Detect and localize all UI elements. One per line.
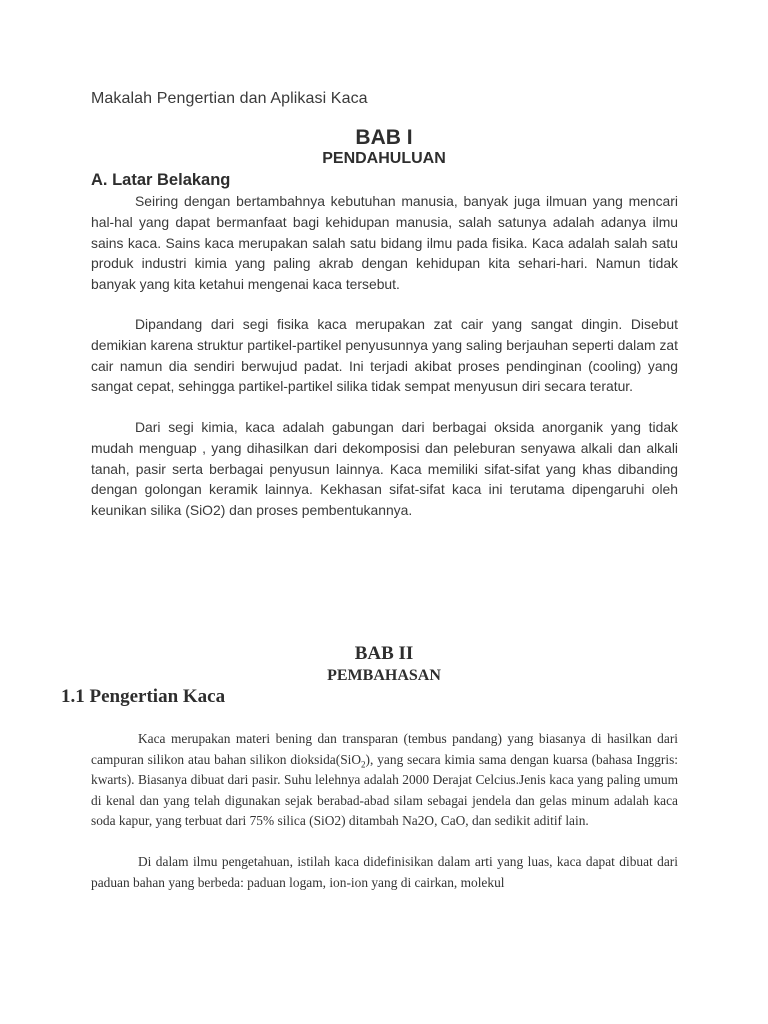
section-latar-belakang-heading: A. Latar Belakang [91, 171, 231, 189]
paragraph-2: Dipandang dari segi fisika kaca merupakan zat cair yang sangat dingin. Disebut demikian karena struktur partikel-partikel penyusunnya yang saling berjauhan seperti dalam zat cair namun dia sendiri berwujud padat. Ini terjadi akibat proses pendinginan (cooling) yang sangat cepat, sehingga partikel-partikel silika tidak sempat menyusun diri secara teratur. [91, 316, 678, 395]
chapter-2-subtitle: PEMBAHASAN [327, 667, 441, 684]
chapter-1-subtitle: PENDAHULUAN [322, 150, 446, 167]
chapter-2-heading: BAB II [354, 643, 414, 664]
chapter-1-heading: BAB I [355, 126, 413, 149]
formula-subscript: 2 [361, 759, 366, 770]
section-pengertian-kaca-heading: 1.1 Pengertian Kaca [61, 686, 226, 707]
document-title: Makalah Pengertian dan Aplikasi Kaca [91, 90, 368, 107]
paragraph-4-part-1: Kaca merupakan materi bening dan transparan (tembus pandang) yang biasanya di hasilkan dari campuran silikon atau bahan silikon dioksida(SiO [91, 731, 678, 767]
paragraph-5: Di dalam ilmu pengetahuan, istilah kaca didefinisikan dalam arti yang luas, kaca dapat dibuat dari paduan bahan yang berbeda: paduan logam, ion-ion yang di cairkan, molekul [91, 854, 678, 890]
paragraph-4 [91, 729, 678, 832]
paragraph-4-part-2: ), yang secara kimia sama dengan kuarsa (bahasa Inggris: kwarts). Biasanya dibuat dari pasir. Suhu lelehnya adalah 2000 Derajat Celcius.Jenis kaca yang paling umum di kenal dan yang telah digunakan sejak berabad-abad silam sebagai jendela dan gelas minum adalah kaca soda kapur, yang terbuat dari 75% silica (SiO2) ditambah Na2O, CaO, dan sedikit aditif lain. [91, 751, 679, 828]
paragraph-1: Seiring dengan bertambahnya kebutuhan manusia, banyak juga ilmuan yang mencari hal-hal yang dapat bermanfaat bagi kehidupan manusia, salah satunya adalah adanya ilmu sains kaca. Sains kaca merupakan salah satu bidang ilmu pada fisika. Kaca adalah salah satu produk industri kimia yang paling akrab dengan kehidupan kita sehari-hari. Namun tidak banyak yang kita ketahui mengenai kaca tersebut. [91, 193, 678, 293]
paragraph-3: Dari segi kimia, kaca adalah gabungan dari berbagai oksida anorganik yang tidak mudah menguap , yang dihasilkan dari dekomposisi dan peleburan senyawa alkali dan alkali tanah, pasir serta berbagai penyusun lainnya. Kaca memiliki sifat-sifat yang khas dibanding dengan golongan keramik lainnya. Kekhasan sifat-sifat kaca ini terutama dipengaruhi oleh keunikan silika (SiO2) dan proses pembentukannya. [91, 419, 678, 519]
